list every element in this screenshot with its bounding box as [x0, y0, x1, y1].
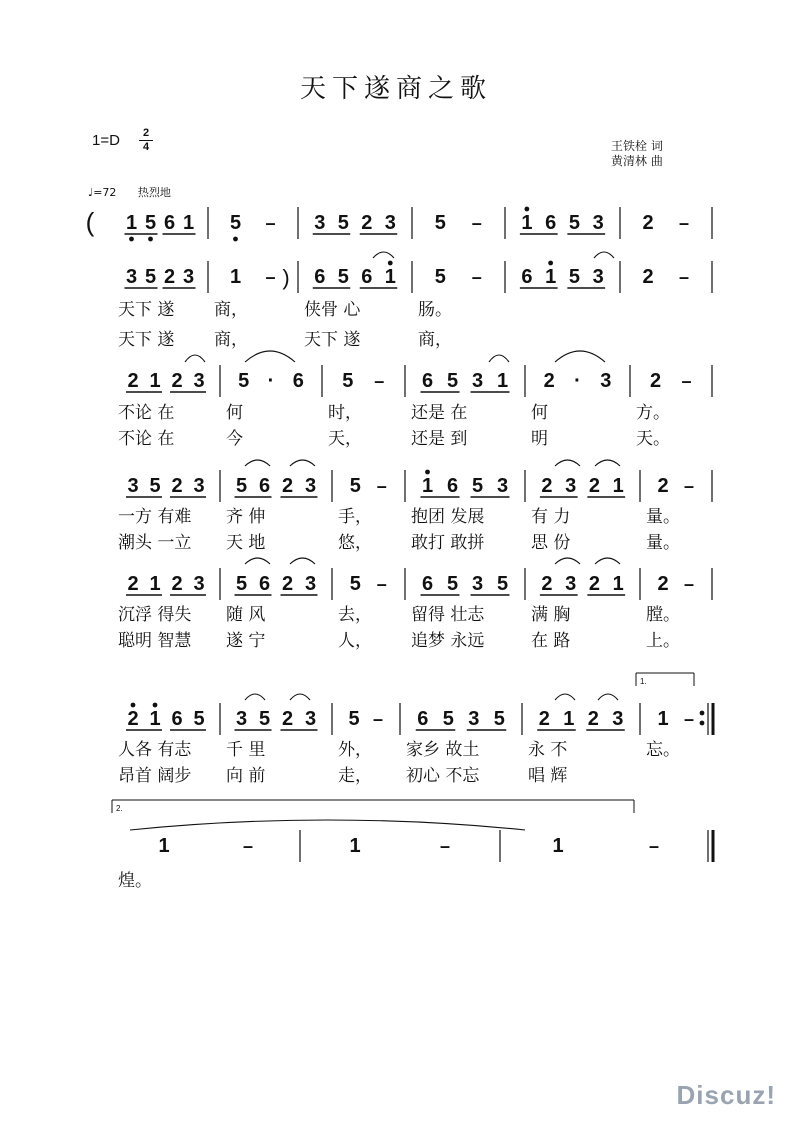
tie [555, 351, 605, 362]
note: 3 [496, 475, 509, 497]
note: 6 [314, 266, 326, 288]
dash-note: – [678, 213, 690, 233]
note: 2 [361, 212, 373, 234]
note: 5 [446, 573, 459, 595]
lyric: 随 风 [226, 605, 266, 625]
repeat-paren-close: ) [282, 265, 290, 290]
note: 5 [349, 573, 361, 595]
lyric: 向 前 [226, 766, 266, 786]
note: 5 [235, 573, 248, 595]
note: 5 [568, 212, 580, 234]
note: 3 [314, 212, 326, 234]
note: 3 [193, 573, 205, 595]
note: 3 [612, 708, 624, 730]
note: 2 [649, 370, 662, 392]
lyric: 侠骨 心 [304, 300, 361, 320]
note: 2 [657, 475, 669, 497]
note: 2 [543, 370, 555, 392]
lyric: 追梦 永远 [411, 631, 485, 651]
lyric: 家乡 故土 [406, 740, 480, 760]
lyric: 天。 [636, 429, 670, 449]
note: 6 [421, 573, 434, 595]
lyric: 去， [338, 605, 372, 625]
note: 1 [229, 266, 242, 288]
note: 5 [337, 266, 349, 288]
tie [245, 694, 265, 700]
lyric: 初心 不忘 [406, 766, 480, 786]
note: 2 [127, 573, 139, 595]
note: 3 [125, 266, 138, 288]
note: 1 [563, 708, 575, 730]
tie [245, 351, 295, 362]
note: 2 [171, 370, 183, 392]
note: 3 [471, 573, 484, 595]
lyric: 忘。 [646, 740, 680, 760]
lyric: 商， [214, 330, 248, 350]
note: 2 [642, 266, 654, 288]
note: 2 [281, 475, 294, 497]
note: 5 [342, 370, 354, 392]
lyric: 潮头 一立 [118, 533, 192, 553]
note: 6 [171, 708, 183, 730]
octave-dot-above [425, 470, 430, 475]
note: 6 [361, 266, 373, 288]
note: 2 [281, 573, 294, 595]
note: 2 [541, 573, 553, 595]
note: 3 [600, 370, 612, 392]
note: 1 [421, 475, 434, 497]
note: 5 [434, 212, 446, 234]
tie [555, 558, 580, 564]
watermark: Discuz! [676, 1080, 776, 1110]
tie [555, 694, 575, 700]
note: 1 [657, 708, 669, 730]
lyric: 煌。 [118, 871, 152, 891]
note: 5 [471, 475, 484, 497]
dash-note: – [471, 267, 482, 287]
tie [290, 460, 315, 466]
lyric: 膛。 [646, 605, 680, 625]
lyric: 昂首 阔步 [118, 766, 192, 786]
octave-dot-above [153, 703, 158, 708]
lyric: 永 不 [528, 740, 568, 760]
note: 3 [193, 370, 205, 392]
lyric: 手， [338, 507, 372, 527]
note: 3 [565, 573, 577, 595]
tie [555, 460, 580, 466]
note: · [267, 370, 275, 392]
note: 3 [304, 475, 317, 497]
lyric: 量。 [646, 533, 680, 553]
note: 2 [588, 475, 600, 497]
lyric: 满 胸 [531, 605, 571, 625]
tie [594, 252, 614, 258]
lyric: 不论 在 [118, 429, 175, 449]
dash-note: – [439, 836, 451, 856]
lyric: 商， [418, 330, 452, 350]
note: 5 [442, 708, 454, 730]
note: 3 [235, 708, 248, 730]
note: 5 [193, 708, 205, 730]
lyric: 遂 宁 [226, 631, 266, 651]
lyric: 天下 遂 [118, 300, 175, 320]
note: 3 [565, 475, 577, 497]
lyric: 不论 在 [118, 403, 175, 423]
lyric: 商， [214, 300, 248, 320]
note: 6 [292, 370, 304, 392]
note: 1 [149, 708, 161, 730]
dash-note: – [681, 371, 692, 391]
repeat-dot [700, 711, 705, 716]
repeat-paren-open: ( [85, 207, 95, 237]
lyric: 抱团 发展 [411, 507, 485, 527]
meter-top: 2 [142, 127, 150, 139]
lyric: 沉浮 得失 [118, 605, 192, 625]
tie [489, 355, 509, 362]
tie [130, 820, 525, 830]
octave-dot-above [131, 703, 136, 708]
lyric: 明 [531, 429, 548, 449]
dash-note: – [683, 574, 695, 594]
tie [595, 558, 620, 564]
dash-note: – [265, 213, 276, 233]
note: 5 [493, 708, 505, 730]
lyric: 时， [328, 403, 362, 423]
dash-note: – [372, 709, 384, 729]
dash-note: – [648, 836, 660, 856]
tie [598, 694, 618, 700]
note: 3 [592, 266, 604, 288]
lyricist-credit: 王铁栓 词 [611, 139, 663, 153]
note: 3 [471, 370, 484, 392]
note: 5 [446, 370, 459, 392]
note: 3 [468, 708, 480, 730]
volta-2-label: 2. [116, 804, 123, 813]
note: 5 [434, 266, 446, 288]
octave-dot-above [524, 207, 529, 212]
tie [245, 558, 270, 564]
lyric: 外， [338, 740, 372, 760]
lyric: 敢打 敢拼 [411, 533, 485, 553]
note: 5 [349, 475, 361, 497]
note: 2 [587, 708, 599, 730]
lyric: 悠， [338, 533, 372, 553]
dash-note: – [471, 213, 482, 233]
tie [373, 252, 394, 258]
octave-dot-below [129, 237, 134, 242]
note: 1 [545, 266, 557, 288]
lyric: 千 里 [226, 740, 266, 760]
dash-note: – [265, 267, 276, 287]
note: 5 [238, 370, 250, 392]
tie [290, 694, 310, 700]
dash-note: – [683, 476, 695, 496]
note: 2 [281, 708, 294, 730]
note: 2 [588, 573, 600, 595]
note: 6 [258, 475, 271, 497]
note: 5 [235, 475, 248, 497]
note: 5 [149, 475, 161, 497]
tie [245, 460, 270, 466]
volta-1-label: 1. [640, 677, 647, 686]
note: 2 [538, 708, 550, 730]
tempo-expression: 热烈地 [137, 186, 171, 199]
note: 6 [258, 573, 271, 595]
note: 2 [171, 573, 183, 595]
note: 6 [421, 370, 434, 392]
lyric: 方。 [636, 403, 670, 423]
octave-dot-below [148, 237, 153, 242]
lyric: 上。 [646, 631, 680, 651]
lyric: 今 [226, 429, 243, 449]
dash-note: – [376, 574, 387, 594]
lyric: 人各 有志 [118, 740, 192, 760]
note: 5 [258, 708, 271, 730]
note: 3 [304, 573, 317, 595]
composer-credit: 黄清林 曲 [611, 154, 663, 168]
note: 2 [541, 475, 553, 497]
note: 5 [144, 212, 157, 234]
dash-note: – [683, 709, 695, 729]
note: 1 [612, 573, 624, 595]
note: 5 [496, 573, 509, 595]
lyric: 何 [226, 403, 243, 423]
dash-note: – [242, 836, 254, 856]
tie [185, 355, 205, 362]
note: 2 [642, 212, 654, 234]
note: 6 [545, 212, 557, 234]
repeat-dot [700, 721, 705, 726]
tie [595, 460, 620, 466]
lyric: 思 份 [531, 533, 571, 553]
dash-note: – [678, 267, 690, 287]
lyric: 一方 有难 [118, 507, 192, 527]
lyric: 在 路 [531, 631, 571, 651]
lyric: 天下 遂 [304, 330, 361, 350]
note: 5 [144, 266, 157, 288]
note: 1 [384, 266, 396, 288]
note: 2 [163, 266, 176, 288]
note: 5 [568, 266, 580, 288]
note: 3 [193, 475, 205, 497]
note: 2 [127, 370, 139, 392]
note: 2 [127, 708, 139, 730]
note: 2 [657, 573, 669, 595]
lyric: 还是 到 [411, 429, 468, 449]
tempo-bpm: ♩=72 [88, 186, 117, 199]
lyric: 量。 [646, 507, 680, 527]
note: 1 [521, 212, 533, 234]
note: 1 [149, 370, 161, 392]
note: 3 [304, 708, 317, 730]
lyric: 何 [531, 403, 548, 423]
lyric: 肠。 [418, 300, 452, 320]
lyric: 齐 伸 [226, 507, 266, 527]
note: 6 [163, 212, 176, 234]
note: 5 [229, 212, 242, 234]
lyric: 走， [338, 766, 372, 786]
note: 2 [171, 475, 183, 497]
octave-dot-above [388, 261, 393, 266]
lyric: 唱 辉 [528, 766, 568, 786]
note: 1 [182, 212, 195, 234]
octave-dot-above [548, 261, 553, 266]
lyric: 人， [338, 631, 372, 651]
note: 1 [349, 835, 361, 857]
lyric: 还是 在 [411, 403, 468, 423]
note: 5 [348, 708, 360, 730]
note: 1 [552, 835, 564, 857]
tie [290, 558, 315, 564]
note: 3 [384, 212, 396, 234]
lyric: 有 力 [531, 507, 571, 527]
note: 1 [158, 835, 170, 857]
note: 1 [149, 573, 161, 595]
key-signature: 1=D [92, 132, 120, 149]
song-title: 天下遂商之歌 [299, 74, 492, 104]
lyric: 天下 遂 [118, 330, 175, 350]
lyric: 留得 壮志 [411, 605, 485, 625]
note: 6 [417, 708, 429, 730]
note: 3 [592, 212, 604, 234]
note: 3 [182, 266, 195, 288]
note: 1 [612, 475, 624, 497]
lyric: 天， [328, 429, 362, 449]
lyric: 聪明 智慧 [118, 631, 192, 651]
dash-note: – [376, 476, 387, 496]
lyric: 天 地 [226, 533, 266, 553]
note: 1 [496, 370, 509, 392]
note: 6 [446, 475, 459, 497]
note: 1 [125, 212, 138, 234]
octave-dot-below [233, 237, 238, 242]
dash-note: – [374, 371, 385, 391]
meter-bottom: 4 [139, 140, 153, 154]
note: 6 [521, 266, 533, 288]
note: 5 [337, 212, 349, 234]
note: · [574, 370, 581, 392]
note: 3 [127, 475, 139, 497]
